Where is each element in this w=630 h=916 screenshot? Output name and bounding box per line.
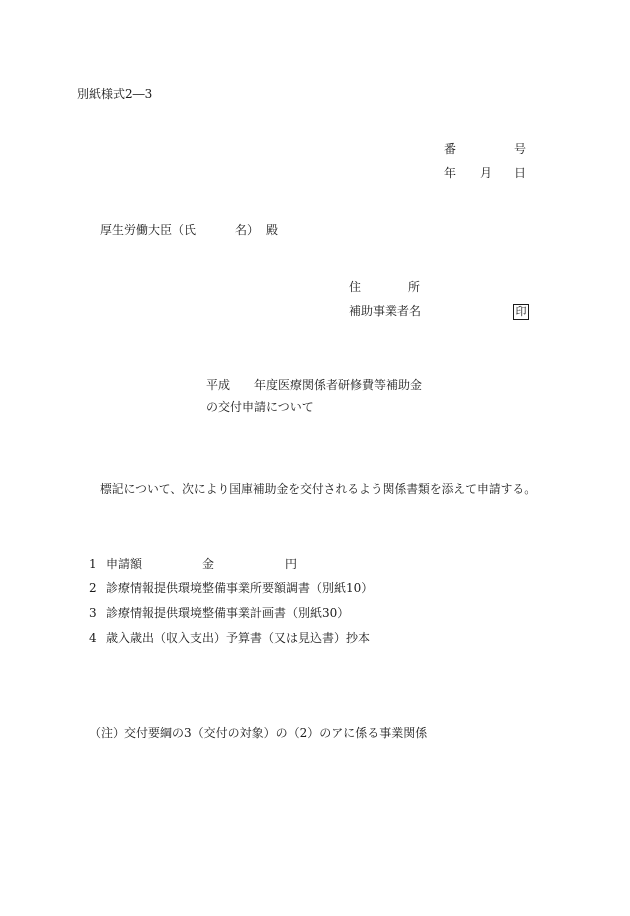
number-label-right: 号 [514, 142, 527, 156]
address-label-right: 所 [408, 280, 421, 294]
item-text: 診療情報提供環境整備事業計画書（別紙30） [106, 606, 350, 620]
addressee-name-suffix: 名） [235, 223, 260, 237]
item-number: 3 [89, 606, 97, 620]
subject-era: 平成 [206, 378, 231, 392]
form-id: 別紙様式2―3 [77, 87, 153, 101]
seal-mark: 印 [513, 304, 529, 320]
note-label: （注） [89, 726, 126, 740]
item-unit: 円 [285, 557, 298, 571]
date-day: 日 [514, 166, 527, 180]
body-text: 標記について、次により国庫補助金を交付されるよう関係書類を添えて申請する。 [100, 482, 537, 496]
item-number: 4 [89, 631, 97, 645]
item-text: 歳入歳出（収入支出）予算書（又は見込書）抄本 [106, 631, 371, 645]
number-label-left: 番 [444, 142, 457, 156]
address-label-left: 住 [349, 280, 362, 294]
addressee-honorific: 殿 [266, 223, 279, 237]
applicant-name-label: 補助事業者名 [349, 304, 422, 318]
subject-line2: の交付申請について [206, 400, 314, 414]
item-number: 1 [89, 557, 97, 571]
item-mid: 金 [202, 557, 215, 571]
item-number: 2 [89, 581, 97, 595]
item-label: 申請額 [106, 557, 143, 571]
addressee-prefix: 厚生労働大臣（氏 [100, 223, 197, 237]
date-month: 月 [480, 166, 493, 180]
date-year: 年 [444, 166, 457, 180]
note-text: 交付要綱の3（交付の対象）の（2）のアに係る事業関係 [124, 726, 428, 740]
subject-line1: 年度医療関係者研修費等補助金 [254, 378, 423, 392]
item-text: 診療情報提供環境整備事業所要額調書（別紙10） [106, 581, 374, 595]
